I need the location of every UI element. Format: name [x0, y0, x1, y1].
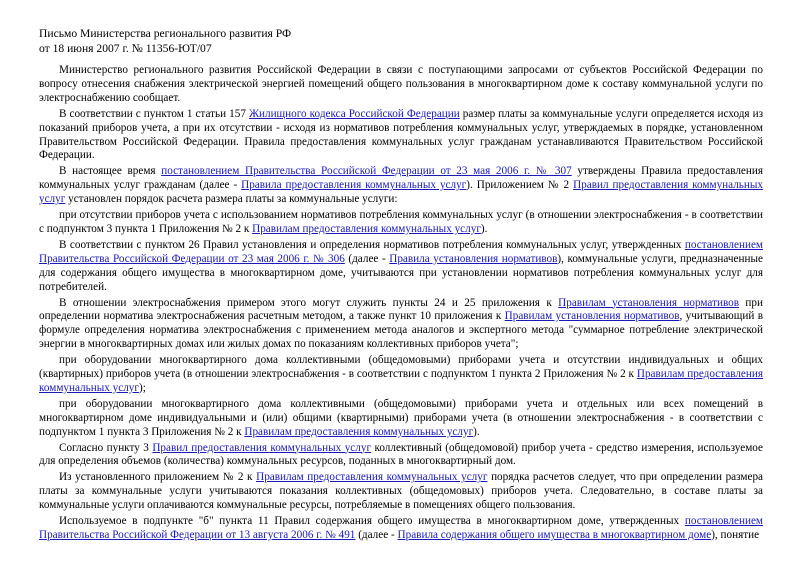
document-heading — [39, 26, 763, 56]
paragraph-text: Министерство регионального развития Российской Федерации в связи с поступающими запросами от субъектов Российской Федерации по вопросу отнесения снабжения электрической энергией помещений общего пользования в многоквартирном доме к составу коммунальной услуги по электроснабжению сообщает. — [39, 64, 763, 104]
paragraph-text: ); — [138, 381, 146, 394]
paragraph-text: размер платы за коммунальные услуги определяется исходя из показаний приборов учета, а при их отсутствии - исходя из нормативов потребления коммунальных услуг, утверждаемых в порядке, установленном Правительством Российской Федерации. Правила предоставления коммунальных услуг гражданам устанавливаются Правительством Российской Федерации. — [39, 107, 764, 162]
paragraph-text: (далее - — [355, 529, 398, 541]
document-link[interactable]: Правила предоставления коммунальных услуг — [241, 179, 467, 192]
paragraph-text: , учитывающий в формуле определения норматива электроснабжения с применением метода аналогов и экспертного метода "суммарное потребление электрической энергии в многоквартирных домах или жилых домах по показаниям коллективных приборов учета"; — [39, 310, 763, 351]
document-link[interactable]: Правила содержания общего имущества в многоквартирном доме — [397, 529, 712, 541]
paragraph-text: утверждены Правила предоставления коммунальных услуг гражданам (далее - — [39, 165, 763, 192]
paragraph — [39, 239, 763, 295]
paragraph-text: В соответствии с пунктом 1 статьи 157 — [59, 107, 249, 120]
paragraph — [39, 398, 763, 440]
document-link[interactable]: Жилищного кодекса Российской Федерации — [248, 107, 460, 120]
paragraph-text: при оборудовании многоквартирного дома коллективными (общедомовыми) приборами учета и отдельных или всех помещений в многоквартирном доме индивидуальными и (или) общими (квартирными) приборами учета (в отношении электроснабжения - в соответствии с подпунктом 1 пункта 3 Приложения № 2 к — [39, 397, 763, 438]
paragraph — [39, 354, 763, 396]
paragraph — [39, 297, 763, 353]
paragraph-text: порядка расчетов следует, что при определении размера платы за коммунальные услуги учитываются показания коллективных (общедомовых) приборов учета. Следовательно, в составе платы за коммунальные услуги оплачиваются коммунальные ресурсы, потребляемые в помещениях общего пользования. — [39, 471, 764, 512]
paragraph-text: В соответствии с пунктом 26 Правил установления и определения нормативов потребления коммунальных услуг, утвержденных — [59, 238, 685, 251]
document-title: Письмо Министерства регионального развития РФ — [39, 27, 292, 40]
document-link[interactable]: Правил предоставления коммунальных услуг — [39, 179, 763, 206]
document-link[interactable]: постановлением Правительства Российской Федерации от 13 августа 2006 г. № 491 — [39, 515, 763, 541]
document-link[interactable]: Правилам предоставления коммунальных услуг — [252, 222, 481, 235]
document-link[interactable]: Правилам предоставления коммунальных услуг — [244, 425, 474, 438]
paragraph-text: ). — [480, 222, 488, 235]
paragraph-text: Из установленного приложением № 2 к — [59, 471, 257, 484]
document-body — [39, 64, 763, 543]
paragraph-text: В настоящее время — [59, 165, 162, 178]
paragraph — [39, 165, 763, 207]
document-link[interactable]: Правилам предоставления коммунальных услуг — [256, 471, 488, 484]
paragraph-text: при определении норматива электроснабжения расчетным методом, а также пункт 10 приложения к — [39, 296, 763, 323]
paragraph-text: ), коммунальные услуги, предназначенные для содержания общего имущества в многоквартирном доме, учитываются при установлении нормативов потребления коммунальных услуг для потребителей. — [39, 252, 763, 293]
paragraph-text: при оборудовании многоквартирного дома коллективными (общедомовыми) приборами учета и отсутствии индивидуальных и общих (квартирных) приборов учета (в отношении электроснабжения - в соответствии с подпунктом 1 пункта 2 Приложения № 2 к — [39, 354, 763, 381]
paragraph-text: В отношении электроснабжения примером этого могут служить пункты 24 и 25 приложения к — [59, 296, 559, 309]
paragraph — [39, 515, 763, 543]
paragraph-text: при отсутствии приборов учета с использованием нормативов потребления коммунальных услуг (в отношении электроснабжения - в соответствии с подпунктом 3 пункта 1 Приложения № 2 к — [39, 209, 763, 235]
paragraph-text: ). Приложением № 2 — [466, 179, 574, 192]
document-link[interactable]: Правил предоставления коммунальных услуг — [152, 441, 372, 454]
document-link[interactable]: Правилам установления нормативов — [504, 310, 680, 323]
paragraph — [39, 442, 763, 470]
paragraph — [39, 209, 763, 237]
document-link[interactable]: постановлением Правительства Российской Федерации от 23 мая 2006 г. № 307 — [161, 165, 572, 178]
paragraph — [39, 108, 763, 164]
document-link[interactable]: Правила установления нормативов — [389, 252, 558, 265]
document-link[interactable]: Правилам предоставления коммунальных услуг — [39, 368, 763, 394]
paragraph-text: ), понятие — [711, 529, 760, 541]
paragraph-text: (далее - — [344, 252, 390, 265]
paragraph-text: коллективный (общедомовой) прибор учета - средство измерения, используемое для определения объемов (количества) коммунальных ресурсов, поданных в многоквартирный дом. — [39, 441, 763, 468]
paragraph — [39, 471, 763, 513]
document-link[interactable]: постановлением Правительства Российской Федерации от 23 мая 2006 г. № 306 — [39, 238, 763, 265]
paragraph-text: Согласно пункту 3 — [59, 441, 153, 454]
paragraph — [39, 64, 763, 106]
document-link[interactable]: Правилам установления нормативов — [558, 296, 740, 309]
document-date-number: от 18 июня 2007 г. № 11356-ЮТ/07 — [39, 42, 212, 55]
paragraph-text: Используемое в подпункте "б" пункта 11 Правил содержания общего имущества в многоквартирном доме, утвержденных — [59, 515, 685, 528]
paragraph-text: ). — [473, 425, 480, 438]
paragraph-text: установлен порядок расчета размера платы за коммунальные услуги: — [65, 193, 398, 206]
